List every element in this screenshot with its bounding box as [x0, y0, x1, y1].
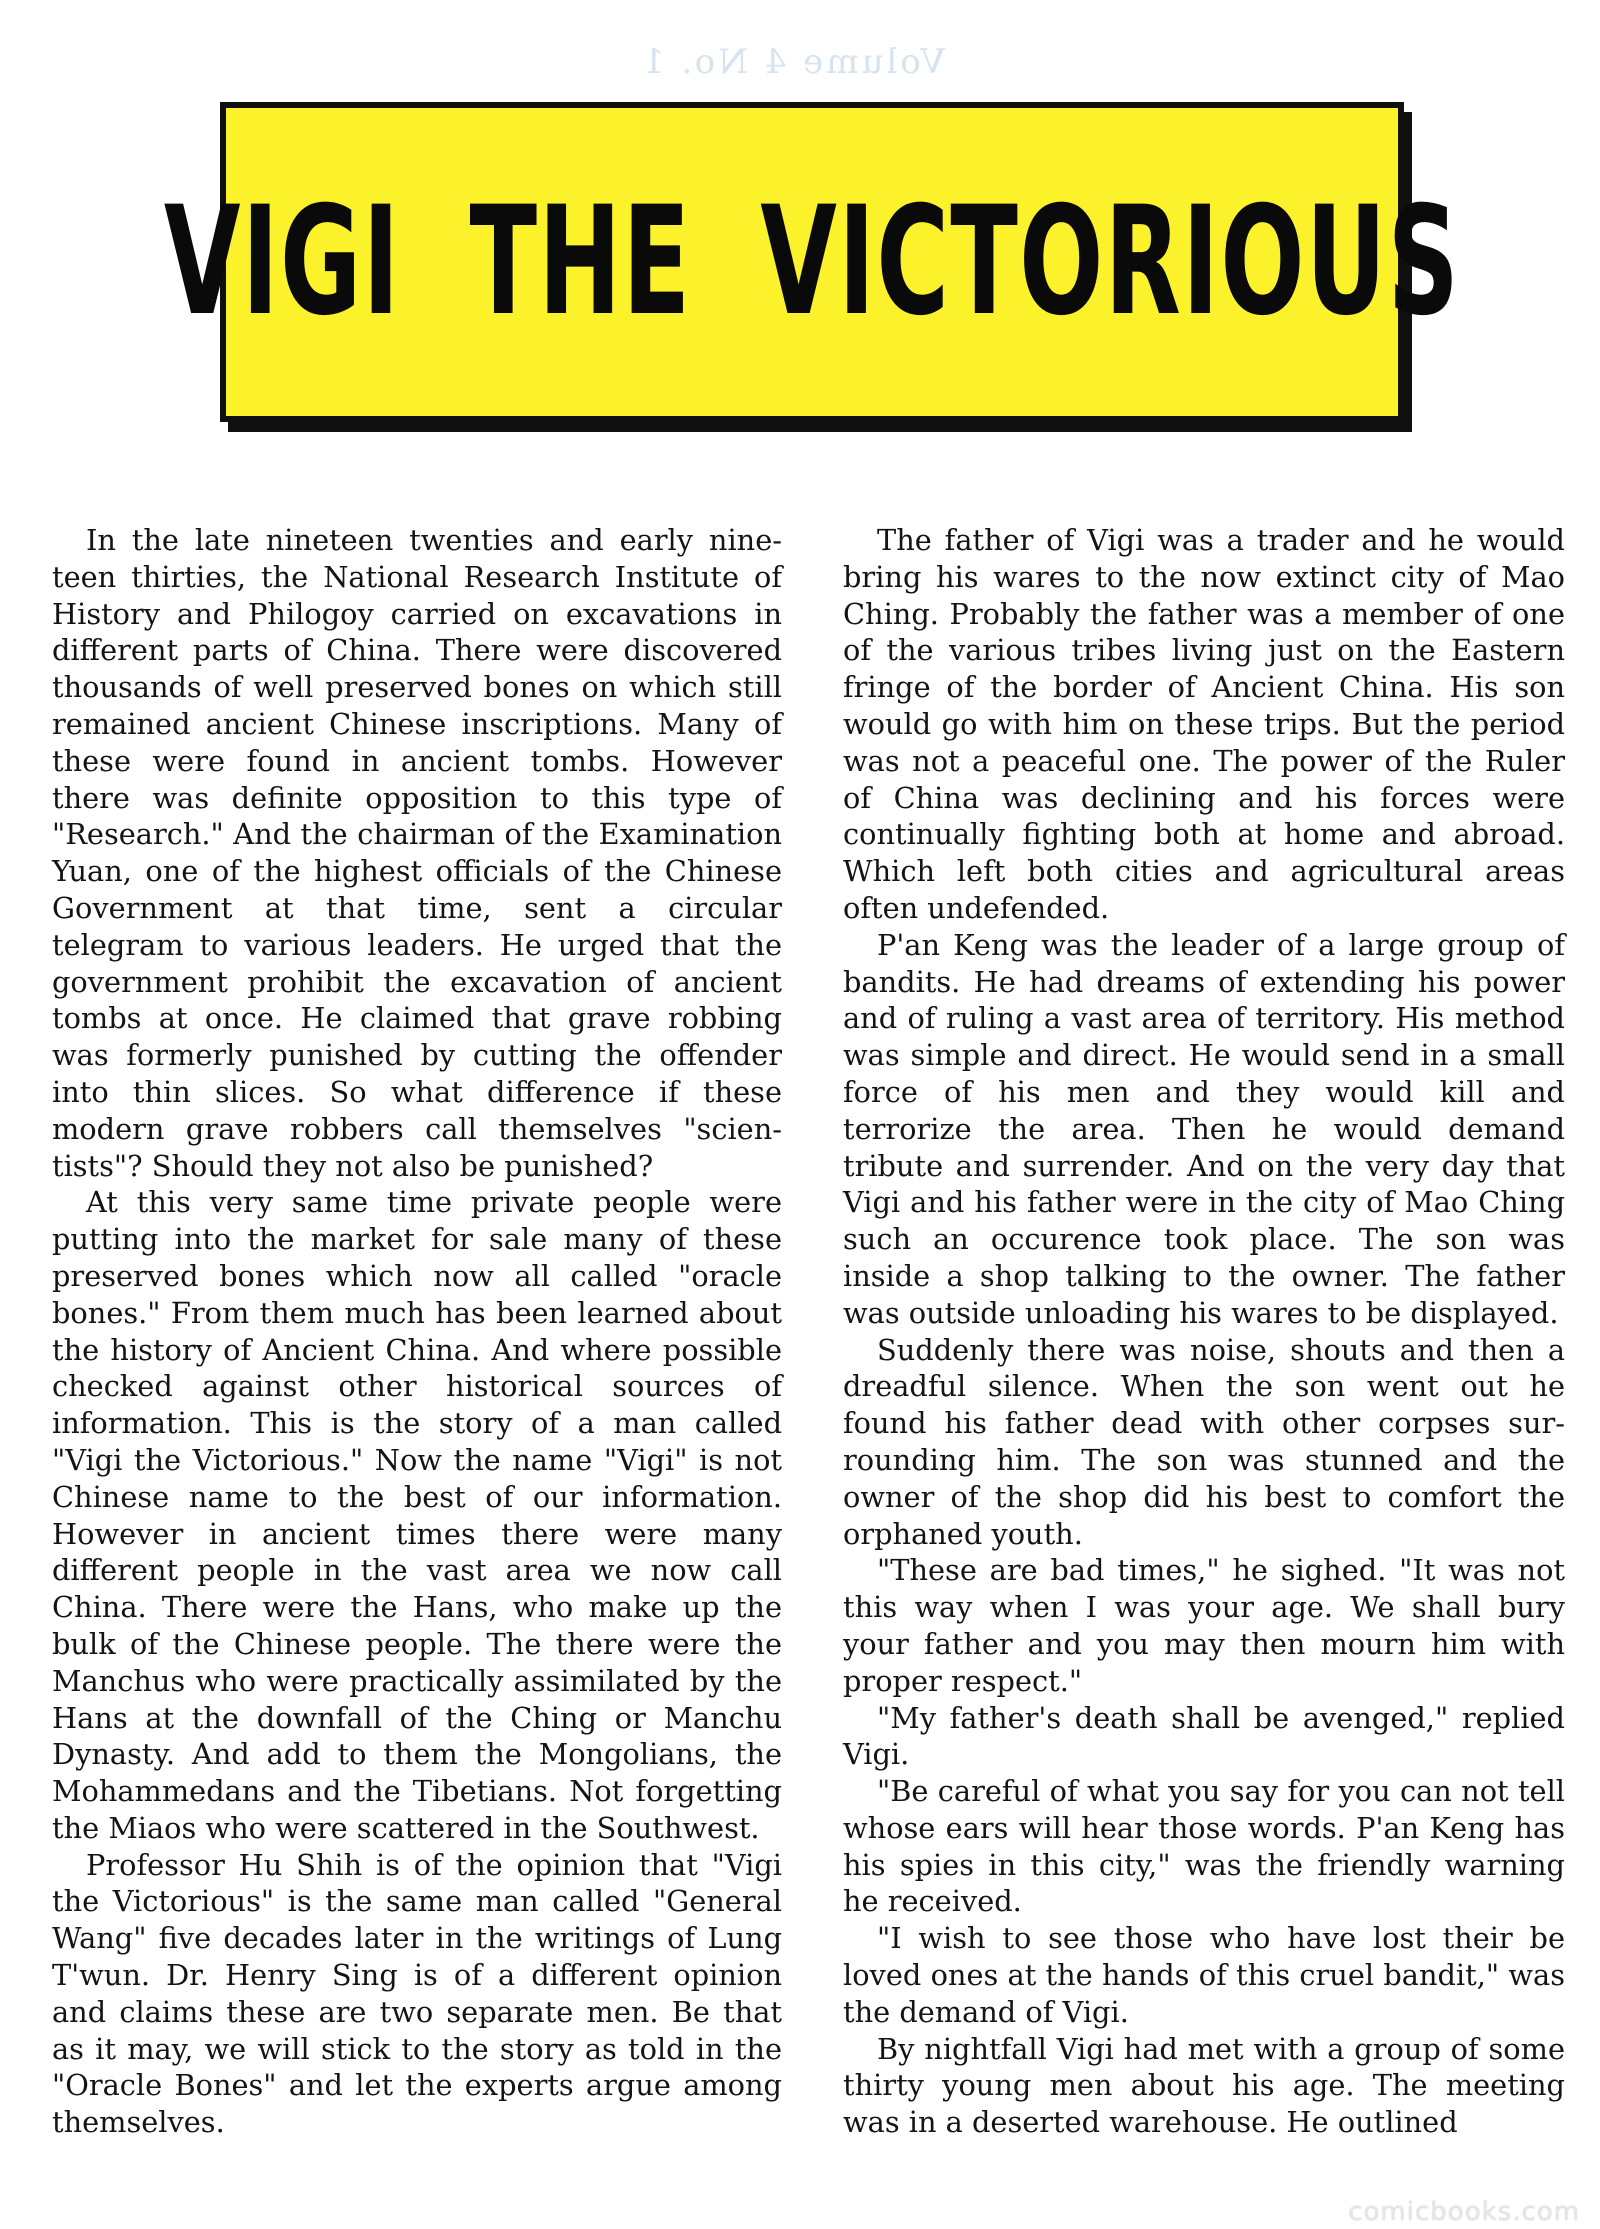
paragraph: "Be careful of what you say for you can not tell whose ears will hear those words. P'an Keng has his spies in this city," was the friendly warning he received. — [843, 1774, 1565, 1919]
paragraph: Suddenly there was noise, shouts and then a dreadful silence. When the son went out he found his father dead with other corpses surrounding him. The son was stunned and the owner of the shop did his best to comfort the orphaned youth. — [843, 1332, 1565, 1551]
title-banner — [163, 102, 1461, 422]
paragraph: The father of Vigi was a trader and he would bring his wares to the now extinct city of Mao Ching. Probably the father was a member of one of the various tribes living just on the Eastern fringe of the border of Ancient China. His son would go with him on these trips. But the period was not a peaceful one. The power of the Ruler of China was declining and his forces were continually fighting both at home and abroad. Which left both cities and agricultural areas often undefended. — [843, 523, 1565, 925]
paragraph: At this very same time private people were putting into the market for sale many of these preserved bones which now all called "oracle bones." From them much has been learned about the history of Ancient China. And where possible checked against other historical sources of information. This is the story of a man called "Vigi the Victorious." Now the name "Vigi" is not Chinese name to the best of our information. However in ancient times there were many different people in the vast area we now call China. There were the Hans, who make up the bulk of the Chinese people. The there were the Manchus who were practically assimilated by the Hans at the downfall of the Ching or Manchu Dynasty. And add to them the Mongolians, the Mohammedans and the Tibetians. Not forgetting the Miaos who were scattered in the Southwest. — [52, 1185, 782, 1845]
left-text-column — [52, 522, 782, 2141]
paragraph: By nightfall Vigi had met with a group of some thirty young men about his age. The meeting was in a deserted warehouse. He outlined — [843, 2031, 1565, 2140]
paragraph: Professor Hu Shih is of the opinion that "Vigi the Victorious" is the same man called "General Wang" five decades later in the writings of Lung T'wun. Dr. Henry Sing is of a different opinion and claims these are two separate men. Be that as it may, we will stick to the story as told in the "Oracle Bones" and let the experts argue among themselves. — [52, 1847, 782, 2140]
site-watermark: comicbooks.com — [1348, 2197, 1580, 2227]
paragraph: P'an Keng was the leader of a large group of bandits. He had dreams of extending his power and of ruling a vast area of territory. His method was simple and direct. He would send in a small force of his men and they would kill and terrorize the area. Then he would demand tribute and surrender. And on the very day that Vigi and his father were in the city of Mao Ching such an occurence took place. The son was inside a shop talking to the owner. The father was outside unloading his wares to be displayed. — [843, 927, 1565, 1330]
bleed-through-text: Volume 4 No. 1 — [640, 42, 946, 82]
paragraph: "My father's death shall be avenged," replied Vigi. — [843, 1700, 1565, 1772]
right-text-column — [843, 522, 1565, 2141]
paragraph: In the late nineteen twenties and early nineteen thirties, the National Research Institute of History and Philogoy carried on excavations in different parts of China. There were discovered thousands of well preserved bones on which still remained ancient Chinese inscriptions. Many of these were found in ancient tombs. However there was definite opposition to this type of "Research." And the chairman of the Examination Yuan, one of the highest officials of the Chinese Government at that time, sent a circular telegram to various leaders. He urged that the government prohibit the excavation of ancient tombs at once. He claimed that grave robbing was formerly punished by cutting the offender into thin slices. So what difference if these modern grave robbers call themselves "scientists"? Should they not also be punished? — [52, 523, 782, 1183]
paragraph: "I wish to see those who have lost their be loved ones at the hands of this cruel bandit," was the demand of Vigi. — [843, 1921, 1565, 2029]
story-title: VIGI THE VICTORIOUS — [163, 175, 1461, 349]
paragraph: "These are bad times," he sighed. "It was not this way when I was your age. We shall bury your father and you may then mourn him with proper respect." — [843, 1553, 1565, 1698]
